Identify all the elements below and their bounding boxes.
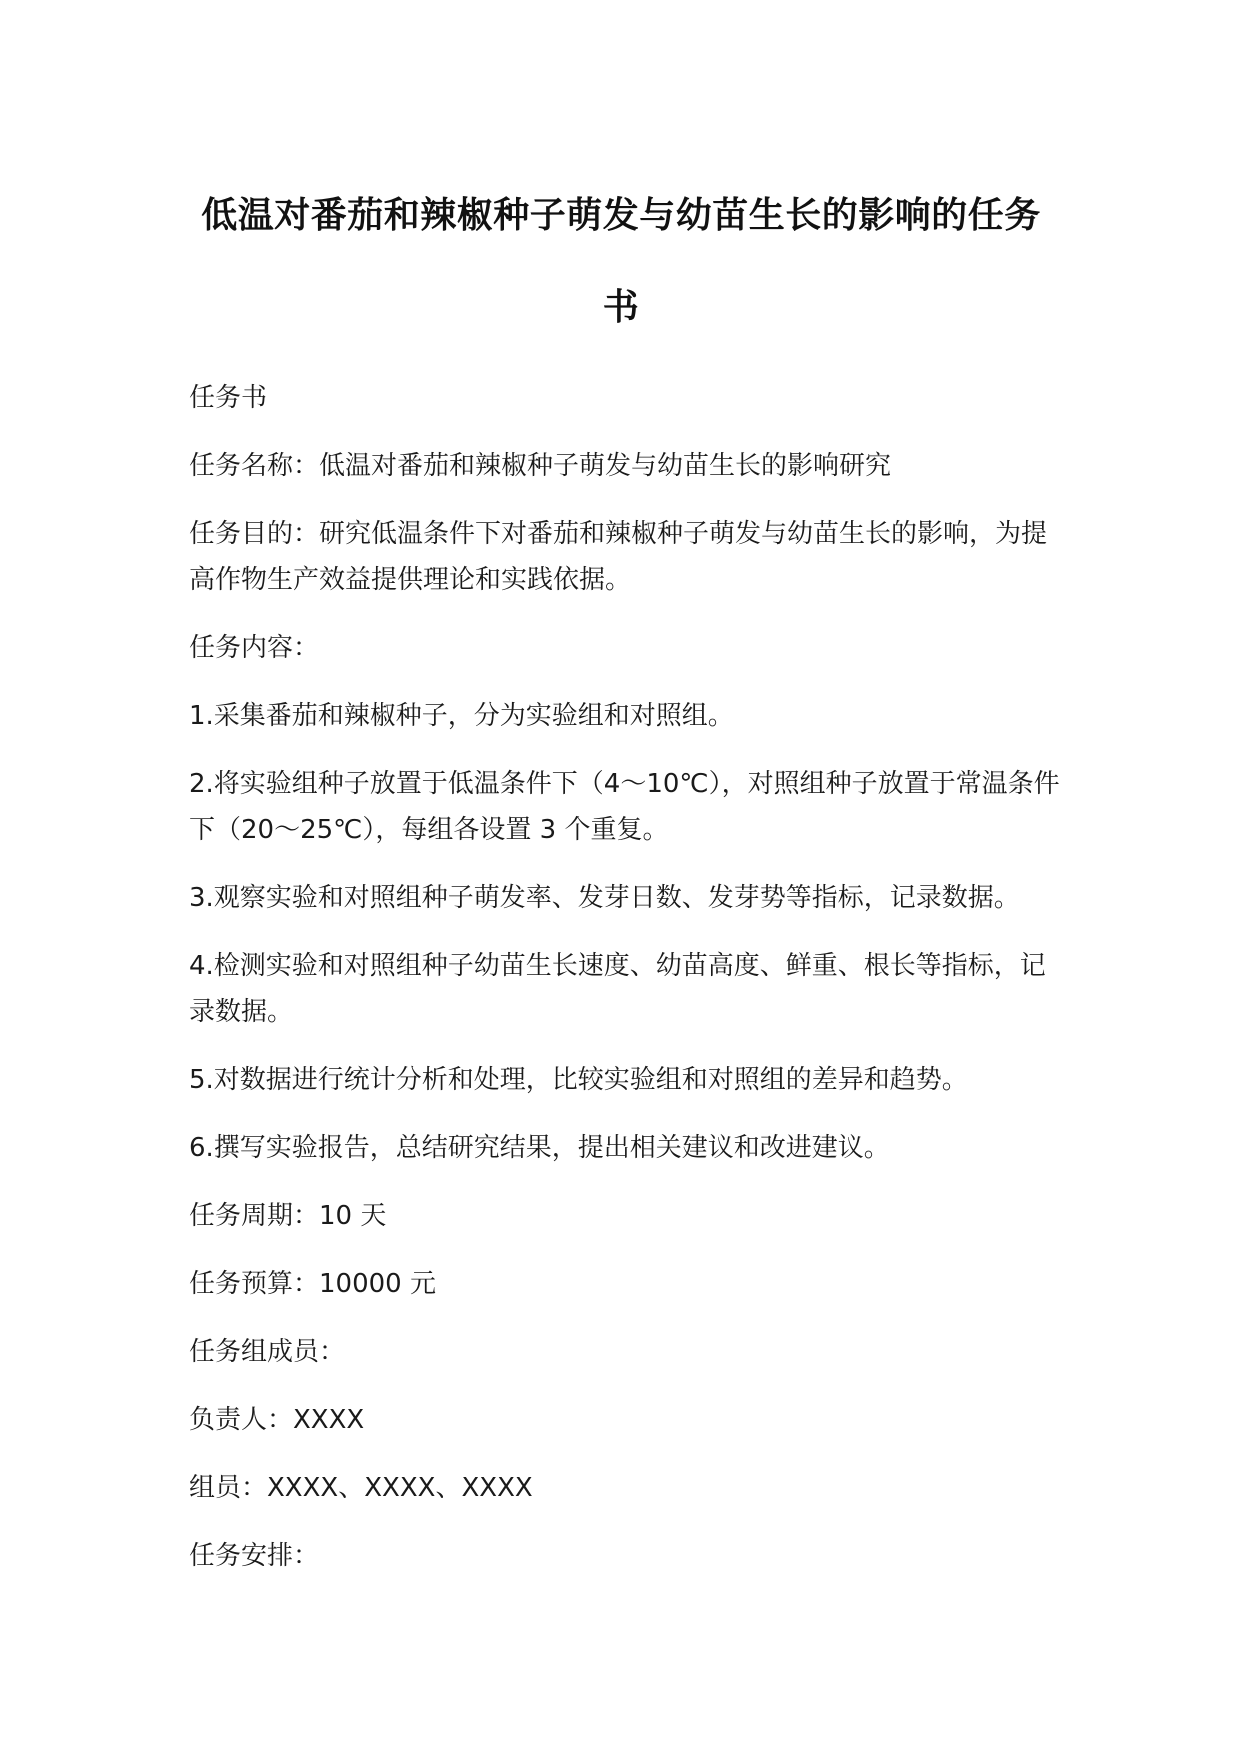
paragraph-leader: 负责人：XXXX [189, 1405, 365, 1435]
document-title: 低温对番茄和辣椒种子萌发与幼苗生长的影响的任务书 [201, 195, 1041, 328]
paragraph-step-5: 5.对数据进行统计分析和处理，比较实验组和对照组的差异和趋势。 [189, 1065, 968, 1095]
paragraph-task-period: 任务周期：10 天 [189, 1201, 387, 1231]
paragraph-step-3: 3.观察实验和对照组种子萌发率、发芽日数、发芽势等指标，记录数据。 [189, 883, 1020, 913]
document-body [189, 375, 1069, 1601]
paragraph-task-content-label: 任务内容： [189, 633, 320, 663]
paragraph-members: 组员：XXXX、XXXX、XXXX [189, 1473, 533, 1503]
paragraph-step-4: 4.检测实验和对照组种子幼苗生长速度、幼苗高度、鲜重、根长等指标，记录数据。 [189, 951, 1046, 1027]
paragraph-task-name: 任务名称：低温对番茄和辣椒种子萌发与幼苗生长的影响研究 [189, 451, 892, 481]
paragraph-heading: 任务书 [189, 383, 268, 413]
paragraph-task-budget: 任务预算：10000 元 [189, 1269, 436, 1299]
paragraph-step-1: 1.采集番茄和辣椒种子，分为实验组和对照组。 [189, 701, 734, 731]
paragraph-task-purpose: 任务目的：研究低温条件下对番茄和辣椒种子萌发与幼苗生长的影响，为提高作物生产效益提供理论和实践依据。 [189, 519, 1048, 595]
paragraph-step-2: 2.将实验组种子放置于低温条件下（4～10℃），对照组种子放置于常温条件下（20～25℃），每组各设置 3 个重复。 [189, 769, 1060, 845]
paragraph-task-schedule: 任务安排： [189, 1541, 320, 1571]
paragraph-team-label: 任务组成员： [189, 1337, 346, 1367]
paragraph-step-6: 6.撰写实验报告，总结研究结果，提出相关建议和改进建议。 [189, 1133, 890, 1163]
